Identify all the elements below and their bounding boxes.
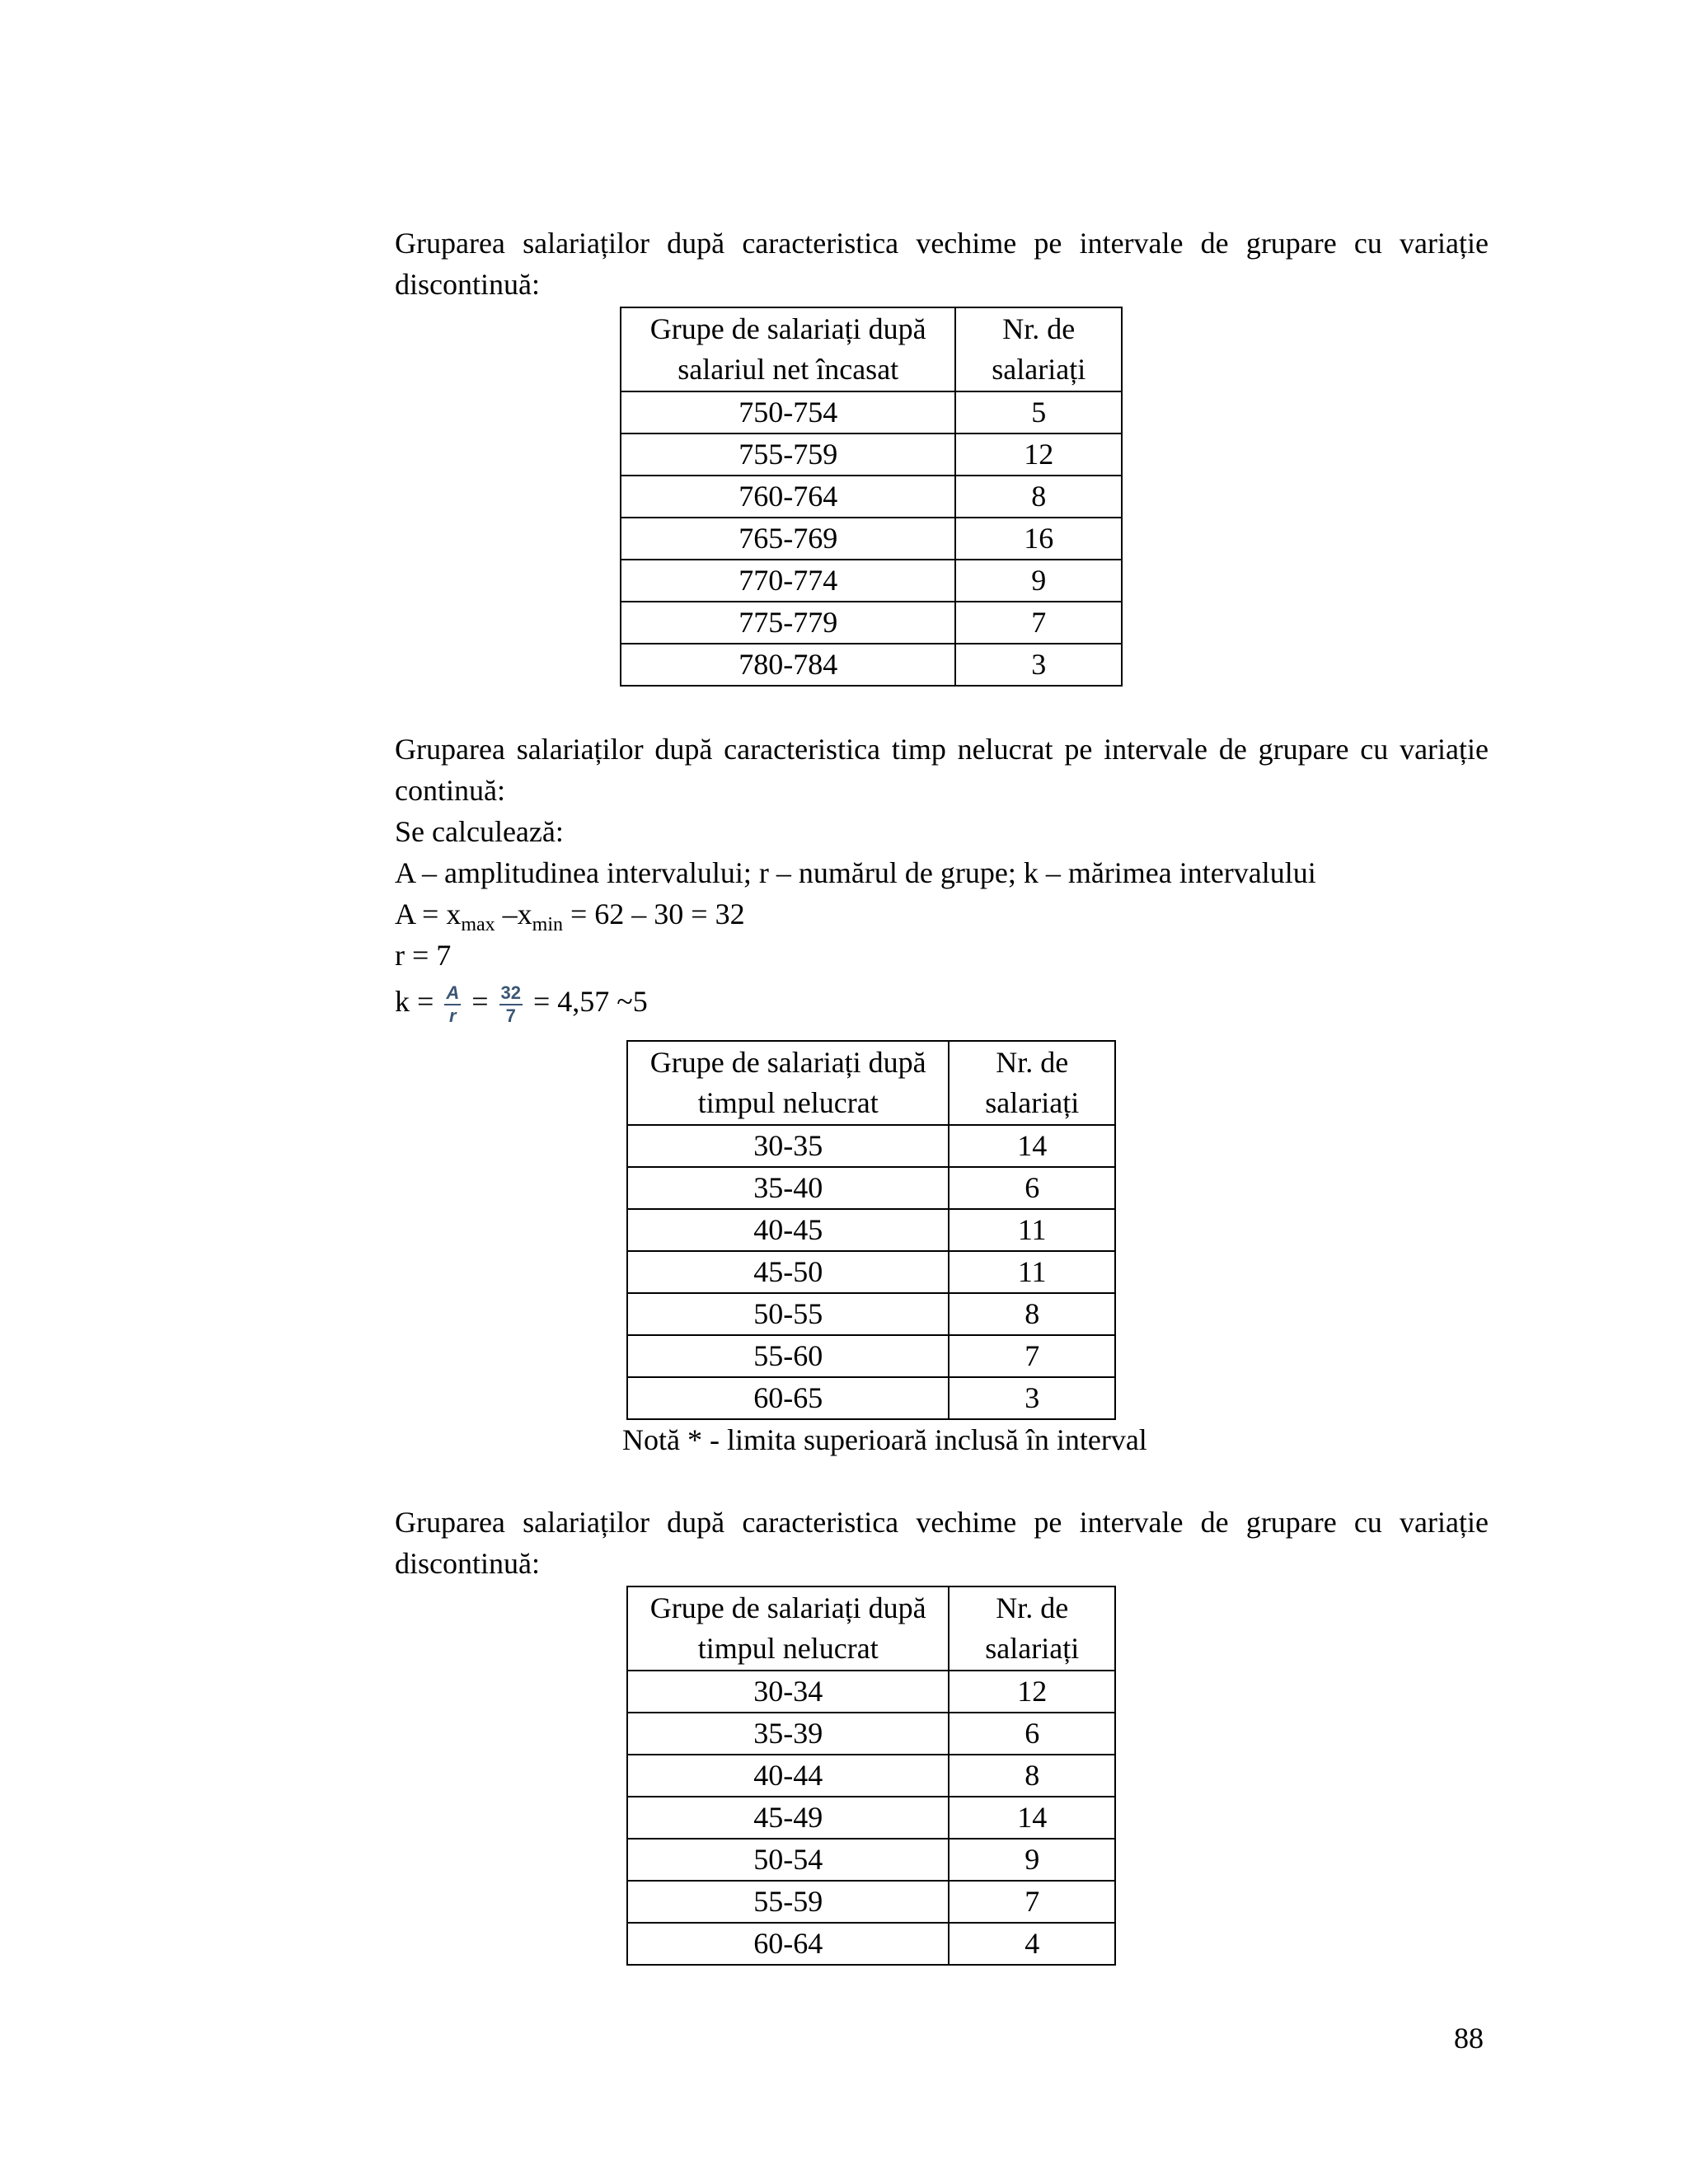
table-row xyxy=(627,1755,1115,1797)
formula-amplitude xyxy=(395,893,745,935)
table-row xyxy=(621,434,1122,476)
count-cell: 14 xyxy=(949,1125,1115,1167)
table-row xyxy=(627,1335,1115,1377)
group-cell: 780-784 xyxy=(621,644,955,686)
group-cell: 50-54 xyxy=(627,1839,949,1881)
fraction-32-over-7 xyxy=(499,984,523,1025)
group-cell: 35-39 xyxy=(627,1713,949,1755)
group-cell: 30-34 xyxy=(627,1671,949,1713)
group-cell: 40-45 xyxy=(627,1209,949,1251)
count-cell: 12 xyxy=(955,434,1122,476)
table-row xyxy=(627,1251,1115,1293)
subscript-min: min xyxy=(532,914,563,935)
column-header-count: Nr. de salariați xyxy=(949,1586,1115,1671)
fraction-numerator: A xyxy=(444,984,461,1005)
fraction-a-over-r xyxy=(444,984,461,1025)
formula-k-equals: = xyxy=(464,985,496,1018)
count-cell: 6 xyxy=(949,1713,1115,1755)
formula-a-suffix: = 62 – 30 = 32 xyxy=(563,898,745,930)
table-row xyxy=(627,1377,1115,1419)
table-note: Notă * - limita superioară inclusă în interval xyxy=(622,1423,1147,1456)
table-row xyxy=(627,1293,1115,1335)
section1-intro: Gruparea salariaților după caracteristica vechime pe intervale de grupare cu variație discontinuă: xyxy=(395,227,1489,301)
group-cell: 60-64 xyxy=(627,1923,949,1965)
group-cell: 45-49 xyxy=(627,1797,949,1839)
count-cell: 8 xyxy=(955,476,1122,518)
table-row xyxy=(621,560,1122,602)
count-cell: 8 xyxy=(949,1293,1115,1335)
group-cell: 55-60 xyxy=(627,1335,949,1377)
fraction-numerator: 32 xyxy=(499,984,523,1005)
group-cell: 55-59 xyxy=(627,1881,949,1923)
count-cell: 11 xyxy=(949,1209,1115,1251)
count-cell: 16 xyxy=(955,518,1122,560)
table-header-row xyxy=(627,1041,1115,1125)
count-cell: 4 xyxy=(949,1923,1115,1965)
table-row xyxy=(621,391,1122,434)
group-cell: 775-779 xyxy=(621,602,955,644)
table-header-row xyxy=(621,307,1122,391)
table-header-row xyxy=(627,1586,1115,1671)
group-cell: 60-65 xyxy=(627,1377,949,1419)
table-row xyxy=(627,1671,1115,1713)
group-cell: 750-754 xyxy=(621,391,955,434)
page-number: 88 xyxy=(1454,2022,1484,2055)
group-cell: 40-44 xyxy=(627,1755,949,1797)
definitions-line: A – amplitudinea intervalului; r – numărul de grupe; k – mărimea intervalului xyxy=(395,856,1316,889)
group-cell: 35-40 xyxy=(627,1167,949,1209)
fraction-denominator: r xyxy=(448,1005,457,1026)
table-row xyxy=(627,1839,1115,1881)
column-header-count: Nr. de salariați xyxy=(955,307,1122,391)
column-header-groups: Grupe de salariați după timpul nelucrat xyxy=(627,1041,949,1125)
count-cell: 9 xyxy=(949,1839,1115,1881)
formula-a-middle: –x xyxy=(495,898,532,930)
formula-a-prefix: A = x xyxy=(395,898,462,930)
count-cell: 7 xyxy=(949,1881,1115,1923)
group-cell: 770-774 xyxy=(621,560,955,602)
count-cell: 6 xyxy=(949,1167,1115,1209)
column-header-groups: Grupe de salariați după timpul nelucrat xyxy=(627,1586,949,1671)
table-row xyxy=(621,518,1122,560)
table-row xyxy=(621,644,1122,686)
table-row xyxy=(621,476,1122,518)
idle-time-continuous-table xyxy=(626,1040,1116,1420)
formula-k-prefix: k = xyxy=(395,985,442,1018)
group-cell: 755-759 xyxy=(621,434,955,476)
count-cell: 5 xyxy=(955,391,1122,434)
table-row xyxy=(621,602,1122,644)
group-cell: 765-769 xyxy=(621,518,955,560)
table-row xyxy=(627,1209,1115,1251)
group-cell: 30-35 xyxy=(627,1125,949,1167)
idle-time-discontinuous-table xyxy=(626,1586,1116,1966)
table-row xyxy=(627,1881,1115,1923)
count-cell: 3 xyxy=(949,1377,1115,1419)
count-cell: 11 xyxy=(949,1251,1115,1293)
count-cell: 14 xyxy=(949,1797,1115,1839)
salary-grouping-table xyxy=(620,307,1123,687)
group-cell: 45-50 xyxy=(627,1251,949,1293)
count-cell: 7 xyxy=(949,1335,1115,1377)
fraction-denominator: 7 xyxy=(505,1005,516,1026)
group-cell: 50-55 xyxy=(627,1293,949,1335)
count-cell: 12 xyxy=(949,1671,1115,1713)
count-cell: 8 xyxy=(949,1755,1115,1797)
count-cell: 9 xyxy=(955,560,1122,602)
subscript-max: max xyxy=(461,914,495,935)
formula-interval-size xyxy=(395,981,648,1025)
table-row xyxy=(627,1167,1115,1209)
column-header-groups: Grupe de salariați după salariul net încasat xyxy=(621,307,955,391)
table-row xyxy=(627,1797,1115,1839)
calc-label: Se calculează: xyxy=(395,815,564,848)
count-cell: 7 xyxy=(955,602,1122,644)
group-cell: 760-764 xyxy=(621,476,955,518)
table-row xyxy=(627,1713,1115,1755)
section3-intro: Gruparea salariaților după caracteristica vechime pe intervale de grupare cu variație discontinuă: xyxy=(395,1506,1489,1580)
formula-k-suffix: = 4,57 ~5 xyxy=(526,985,648,1018)
column-header-count: Nr. de salariați xyxy=(949,1041,1115,1125)
section2-intro: Gruparea salariaților după caracteristica timp nelucrat pe intervale de grupare cu variație continuă: xyxy=(395,733,1489,807)
table-row xyxy=(627,1125,1115,1167)
count-cell: 3 xyxy=(955,644,1122,686)
formula-groups: r = 7 xyxy=(395,939,452,972)
table-row xyxy=(627,1923,1115,1965)
